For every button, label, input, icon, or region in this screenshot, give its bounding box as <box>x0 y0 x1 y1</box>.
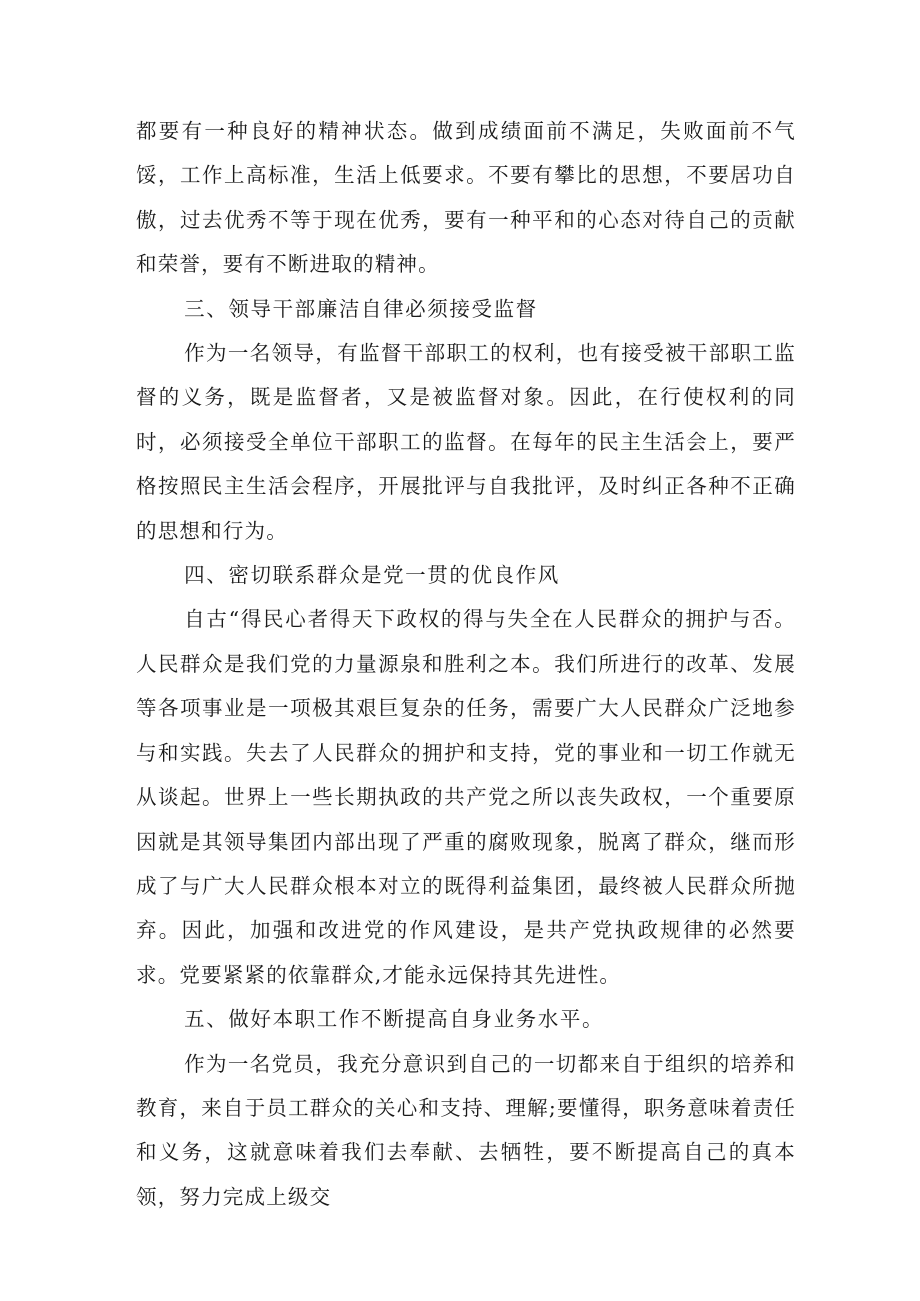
paragraph-masses: 自古“得民心者得天下政权的得与失全在人民群众的拥护与否。人民群众是我们党的力量源泉和胜利之本。我们所进行的改革、发展等各项事业是一项极其艰巨复杂的任务，需要广大人民群众广泛地参与和实践。失去了人民群众的拥护和支持，党的事业和一切工作就无从谈起。世界上一些长期执政的共产党之所以丧失政权，一个重要原因就是其领导集团内部出现了严重的腐败现象，脱离了群众，继而形成了与广大人民群众根本对立的既得利益集团，最终被人民群众所抛弃。因此，加强和改进党的作风建设，是共产党执政规律的必然要求。党要紧紧的依靠群众,才能永远保持其先进性。 <box>136 607 796 987</box>
section-heading-3: 三、领导干部廉洁自律必须接受监督 <box>184 296 538 321</box>
paragraph-continued: 都要有一种良好的精神状态。做到成绩面前不满足，失败面前不气馁，工作上高标准，生活上低要求。不要有攀比的思想，不要居功自傲，过去优秀不等于现在优秀，要有一种平和的心态对待自己的贡献和荣誉，要有不断进取的精神。 <box>136 119 796 277</box>
section-heading-5: 五、做好本职工作不断提高自身业务水平。 <box>184 1007 605 1032</box>
paragraph-supervision: 作为一名领导，有监督干部职工的权利，也有接受被干部职工监督的义务，既是监督者，又是被监督对象。因此，在行使权利的同时，必须接受全单位干部职工的监督。在每年的民主生活会上，要严格按照民主生活会程序，开展批评与自我批评，及时纠正各种不正确的思想和行为。 <box>136 341 796 543</box>
document-body <box>136 109 796 1219</box>
paragraph-duty: 作为一名党员，我充分意识到自己的一切都来自于组织的培养和教育，来自于员工群众的关心和支持、理解;要懂得，职务意味着责任和义务，这就意味着我们去奉献、去牺牲，要不断提高自己的真本领，努力完成上级交 <box>136 1051 796 1209</box>
section-heading-4: 四、密切联系群众是党一贯的优良作风 <box>184 563 560 588</box>
